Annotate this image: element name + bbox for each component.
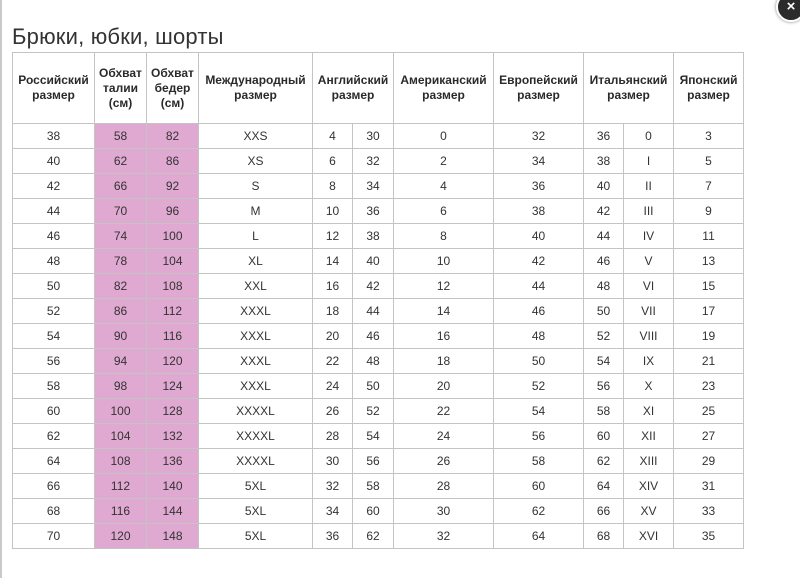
table-row (13, 299, 744, 324)
cell-russian: 48 (13, 249, 95, 274)
cell-hips: 148 (147, 524, 199, 549)
table-row (13, 174, 744, 199)
cell-japanese: 15 (674, 274, 744, 299)
cell-russian: 46 (13, 224, 95, 249)
cell-russian: 52 (13, 299, 95, 324)
cell-japanese: 29 (674, 449, 744, 474)
cell-russian: 56 (13, 349, 95, 374)
cell-english-a: 22 (313, 349, 353, 374)
cell-international: XXL (199, 274, 313, 299)
cell-english-a: 24 (313, 374, 353, 399)
cell-european: 34 (494, 149, 584, 174)
cell-international: 5XL (199, 524, 313, 549)
cell-waist: 78 (95, 249, 147, 274)
cell-international: XL (199, 249, 313, 274)
cell-japanese: 7 (674, 174, 744, 199)
cell-japanese: 11 (674, 224, 744, 249)
cell-american: 12 (394, 274, 494, 299)
cell-italian-a: 48 (584, 274, 624, 299)
cell-international: XXXXL (199, 449, 313, 474)
cell-italian-a: 60 (584, 424, 624, 449)
cell-italian-b: XVI (624, 524, 674, 549)
cell-european: 50 (494, 349, 584, 374)
cell-international: S (199, 174, 313, 199)
cell-japanese: 9 (674, 199, 744, 224)
cell-english-b: 32 (353, 149, 394, 174)
cell-english-a: 4 (313, 124, 353, 149)
cell-italian-b: VII (624, 299, 674, 324)
cell-waist: 98 (95, 374, 147, 399)
cell-international: XXXL (199, 324, 313, 349)
cell-italian-a: 36 (584, 124, 624, 149)
cell-english-b: 56 (353, 449, 394, 474)
cell-russian: 62 (13, 424, 95, 449)
cell-international: XXXL (199, 299, 313, 324)
cell-english-b: 30 (353, 124, 394, 149)
cell-waist: 86 (95, 299, 147, 324)
cell-european: 64 (494, 524, 584, 549)
table-row (13, 324, 744, 349)
cell-english-b: 36 (353, 199, 394, 224)
cell-international: XXXL (199, 349, 313, 374)
cell-english-a: 30 (313, 449, 353, 474)
cell-waist: 120 (95, 524, 147, 549)
cell-waist: 104 (95, 424, 147, 449)
cell-hips: 128 (147, 399, 199, 424)
header-english: Английский размер (313, 53, 394, 124)
cell-american: 6 (394, 199, 494, 224)
cell-italian-b: I (624, 149, 674, 174)
header-waist: Обхват талии (см) (95, 53, 147, 124)
cell-italian-a: 66 (584, 499, 624, 524)
cell-waist: 70 (95, 199, 147, 224)
header-american: Американский размер (394, 53, 494, 124)
cell-russian: 70 (13, 524, 95, 549)
cell-european: 42 (494, 249, 584, 274)
cell-english-b: 62 (353, 524, 394, 549)
cell-hips: 100 (147, 224, 199, 249)
cell-european: 52 (494, 374, 584, 399)
cell-hips: 140 (147, 474, 199, 499)
page-title: Брюки, юбки, шорты (12, 24, 224, 49)
cell-english-a: 28 (313, 424, 353, 449)
cell-american: 16 (394, 324, 494, 349)
cell-waist: 66 (95, 174, 147, 199)
cell-italian-b: XII (624, 424, 674, 449)
cell-italian-b: VI (624, 274, 674, 299)
cell-japanese: 33 (674, 499, 744, 524)
cell-international: 5XL (199, 499, 313, 524)
cell-international: M (199, 199, 313, 224)
cell-waist: 112 (95, 474, 147, 499)
close-button[interactable]: × (776, 0, 800, 22)
cell-japanese: 13 (674, 249, 744, 274)
size-chart-table (12, 52, 744, 549)
cell-european: 58 (494, 449, 584, 474)
cell-american: 26 (394, 449, 494, 474)
cell-american: 28 (394, 474, 494, 499)
size-rows (13, 124, 744, 549)
cell-english-b: 42 (353, 274, 394, 299)
cell-american: 8 (394, 224, 494, 249)
cell-english-b: 50 (353, 374, 394, 399)
header-international: Международный размер (199, 53, 313, 124)
cell-english-a: 18 (313, 299, 353, 324)
cell-russian: 58 (13, 374, 95, 399)
cell-waist: 90 (95, 324, 147, 349)
cell-european: 36 (494, 174, 584, 199)
cell-european: 40 (494, 224, 584, 249)
cell-american: 20 (394, 374, 494, 399)
table-row (13, 149, 744, 174)
cell-american: 2 (394, 149, 494, 174)
cell-hips: 136 (147, 449, 199, 474)
cell-waist: 108 (95, 449, 147, 474)
cell-hips: 104 (147, 249, 199, 274)
cell-japanese: 19 (674, 324, 744, 349)
table-row (13, 374, 744, 399)
cell-waist: 94 (95, 349, 147, 374)
cell-russian: 50 (13, 274, 95, 299)
cell-italian-b: XI (624, 399, 674, 424)
cell-italian-b: II (624, 174, 674, 199)
cell-european: 32 (494, 124, 584, 149)
cell-american: 18 (394, 349, 494, 374)
cell-russian: 42 (13, 174, 95, 199)
cell-english-a: 16 (313, 274, 353, 299)
cell-european: 60 (494, 474, 584, 499)
table-row (13, 524, 744, 549)
cell-international: XXXL (199, 374, 313, 399)
cell-japanese: 5 (674, 149, 744, 174)
cell-american: 10 (394, 249, 494, 274)
header-russian: Российский размер (13, 53, 95, 124)
cell-english-a: 12 (313, 224, 353, 249)
cell-international: XXS (199, 124, 313, 149)
cell-russian: 60 (13, 399, 95, 424)
cell-hips: 108 (147, 274, 199, 299)
cell-english-b: 48 (353, 349, 394, 374)
cell-english-a: 8 (313, 174, 353, 199)
cell-italian-b: IV (624, 224, 674, 249)
cell-english-a: 6 (313, 149, 353, 174)
cell-english-a: 34 (313, 499, 353, 524)
cell-japanese: 17 (674, 299, 744, 324)
cell-russian: 68 (13, 499, 95, 524)
table-row (13, 224, 744, 249)
cell-waist: 58 (95, 124, 147, 149)
cell-italian-b: V (624, 249, 674, 274)
cell-international: L (199, 224, 313, 249)
cell-american: 22 (394, 399, 494, 424)
table-row (13, 474, 744, 499)
cell-european: 48 (494, 324, 584, 349)
cell-english-a: 36 (313, 524, 353, 549)
cell-english-b: 44 (353, 299, 394, 324)
cell-italian-a: 52 (584, 324, 624, 349)
cell-italian-a: 58 (584, 399, 624, 424)
cell-japanese: 3 (674, 124, 744, 149)
cell-european: 38 (494, 199, 584, 224)
cell-european: 56 (494, 424, 584, 449)
cell-english-a: 32 (313, 474, 353, 499)
cell-waist: 116 (95, 499, 147, 524)
cell-hips: 144 (147, 499, 199, 524)
cell-english-b: 60 (353, 499, 394, 524)
cell-hips: 132 (147, 424, 199, 449)
cell-hips: 82 (147, 124, 199, 149)
cell-russian: 44 (13, 199, 95, 224)
table-row (13, 199, 744, 224)
cell-english-b: 52 (353, 399, 394, 424)
cell-italian-b: 0 (624, 124, 674, 149)
table-row (13, 499, 744, 524)
cell-international: 5XL (199, 474, 313, 499)
cell-hips: 116 (147, 324, 199, 349)
cell-japanese: 27 (674, 424, 744, 449)
cell-russian: 66 (13, 474, 95, 499)
cell-japanese: 35 (674, 524, 744, 549)
cell-italian-a: 44 (584, 224, 624, 249)
header-hips: Обхват бедер (см) (147, 53, 199, 124)
cell-italian-a: 56 (584, 374, 624, 399)
cell-english-a: 26 (313, 399, 353, 424)
cell-english-a: 14 (313, 249, 353, 274)
cell-italian-a: 68 (584, 524, 624, 549)
header-european: Европейский размер (494, 53, 584, 124)
header-japanese: Японский размер (674, 53, 744, 124)
cell-italian-b: XIII (624, 449, 674, 474)
cell-italian-a: 62 (584, 449, 624, 474)
cell-russian: 54 (13, 324, 95, 349)
cell-european: 62 (494, 499, 584, 524)
cell-waist: 62 (95, 149, 147, 174)
cell-american: 30 (394, 499, 494, 524)
cell-italian-a: 64 (584, 474, 624, 499)
cell-hips: 96 (147, 199, 199, 224)
cell-waist: 82 (95, 274, 147, 299)
cell-english-a: 20 (313, 324, 353, 349)
table-row (13, 424, 744, 449)
header-italian: Итальянский размер (584, 53, 674, 124)
cell-english-b: 54 (353, 424, 394, 449)
cell-waist: 74 (95, 224, 147, 249)
header-row (13, 53, 744, 124)
cell-italian-b: X (624, 374, 674, 399)
cell-english-b: 46 (353, 324, 394, 349)
cell-english-b: 58 (353, 474, 394, 499)
cell-italian-b: IX (624, 349, 674, 374)
cell-italian-a: 42 (584, 199, 624, 224)
cell-italian-b: VIII (624, 324, 674, 349)
table-row (13, 349, 744, 374)
cell-english-b: 40 (353, 249, 394, 274)
cell-hips: 112 (147, 299, 199, 324)
table-row (13, 124, 744, 149)
cell-italian-a: 38 (584, 149, 624, 174)
cell-hips: 124 (147, 374, 199, 399)
cell-russian: 40 (13, 149, 95, 174)
cell-hips: 120 (147, 349, 199, 374)
table-row (13, 249, 744, 274)
cell-european: 46 (494, 299, 584, 324)
cell-japanese: 23 (674, 374, 744, 399)
cell-waist: 100 (95, 399, 147, 424)
cell-hips: 86 (147, 149, 199, 174)
cell-russian: 38 (13, 124, 95, 149)
cell-european: 54 (494, 399, 584, 424)
cell-english-b: 34 (353, 174, 394, 199)
cell-international: XXXXL (199, 424, 313, 449)
table-row (13, 449, 744, 474)
cell-russian: 64 (13, 449, 95, 474)
cell-italian-a: 54 (584, 349, 624, 374)
cell-international: XXXXL (199, 399, 313, 424)
cell-american: 24 (394, 424, 494, 449)
cell-international: XS (199, 149, 313, 174)
cell-american: 4 (394, 174, 494, 199)
cell-american: 14 (394, 299, 494, 324)
cell-italian-a: 50 (584, 299, 624, 324)
cell-italian-b: XIV (624, 474, 674, 499)
table-row (13, 399, 744, 424)
cell-italian-a: 40 (584, 174, 624, 199)
table-row (13, 274, 744, 299)
cell-italian-a: 46 (584, 249, 624, 274)
cell-japanese: 21 (674, 349, 744, 374)
cell-english-b: 38 (353, 224, 394, 249)
cell-american: 0 (394, 124, 494, 149)
cell-hips: 92 (147, 174, 199, 199)
cell-japanese: 31 (674, 474, 744, 499)
cell-italian-b: XV (624, 499, 674, 524)
cell-european: 44 (494, 274, 584, 299)
cell-italian-b: III (624, 199, 674, 224)
cell-american: 32 (394, 524, 494, 549)
cell-english-a: 10 (313, 199, 353, 224)
cell-japanese: 25 (674, 399, 744, 424)
